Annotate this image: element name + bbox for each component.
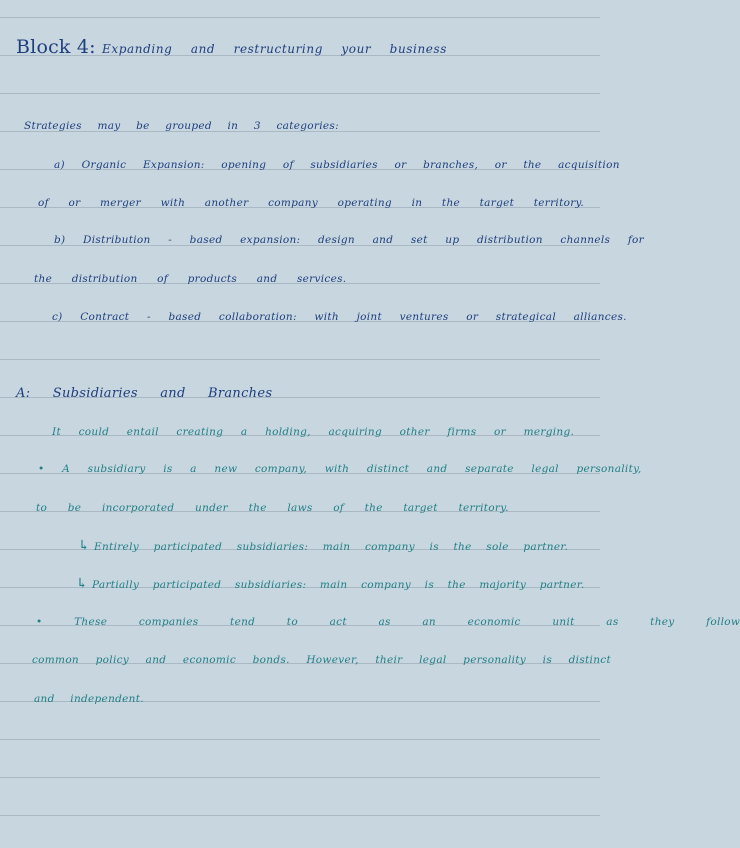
- paragraph-line-6: and independent.: [34, 693, 144, 705]
- block-label: Block 4:: [16, 36, 96, 58]
- paragraph-line-4: • These companies tend to act as an economic unit as they follow: [36, 616, 740, 628]
- paragraph-line-3: to be incorporated under the laws of the target territory.: [36, 502, 509, 514]
- item-b-line-2: the distribution of products and services.: [34, 273, 347, 285]
- intro-line: Strategies may be grouped in 3 categories:: [24, 120, 339, 132]
- page-title: [16, 36, 447, 58]
- arrow-item-1: [78, 538, 568, 554]
- paragraph-line-5: common policy and economic bonds. However, their legal personality is distinct: [32, 654, 611, 666]
- arrow-item-2-text: Partially participated subsidiaries: main company is the majority partner.: [92, 579, 585, 591]
- paragraph-line-1: It could entail creating a holding, acquiring other firms or merging.: [52, 426, 575, 438]
- curved-arrow-icon: ↳: [76, 576, 89, 592]
- section-heading: A: Subsidiaries and Branches: [16, 386, 273, 401]
- arrow-item-2: [76, 576, 585, 592]
- curved-arrow-icon: ↳: [78, 538, 91, 554]
- item-a-line-1: a) Organic Expansion: opening of subsidiaries or branches, or the acquisition: [54, 159, 620, 171]
- item-a-line-2: of or merger with another company operating in the target territory.: [38, 197, 585, 209]
- paragraph-line-2: • A subsidiary is a new company, with distinct and separate legal personality,: [38, 463, 642, 475]
- arrow-item-1-text: Entirely participated subsidiaries: main company is the sole partner.: [94, 541, 569, 553]
- item-c-line: c) Contract - based collaboration: with joint ventures or strategical alliances.: [52, 311, 627, 323]
- item-b-line-1: b) Distribution - based expansion: design and set up distribution channels for: [54, 234, 644, 246]
- title-text: Expanding and restructuring your business: [102, 42, 448, 56]
